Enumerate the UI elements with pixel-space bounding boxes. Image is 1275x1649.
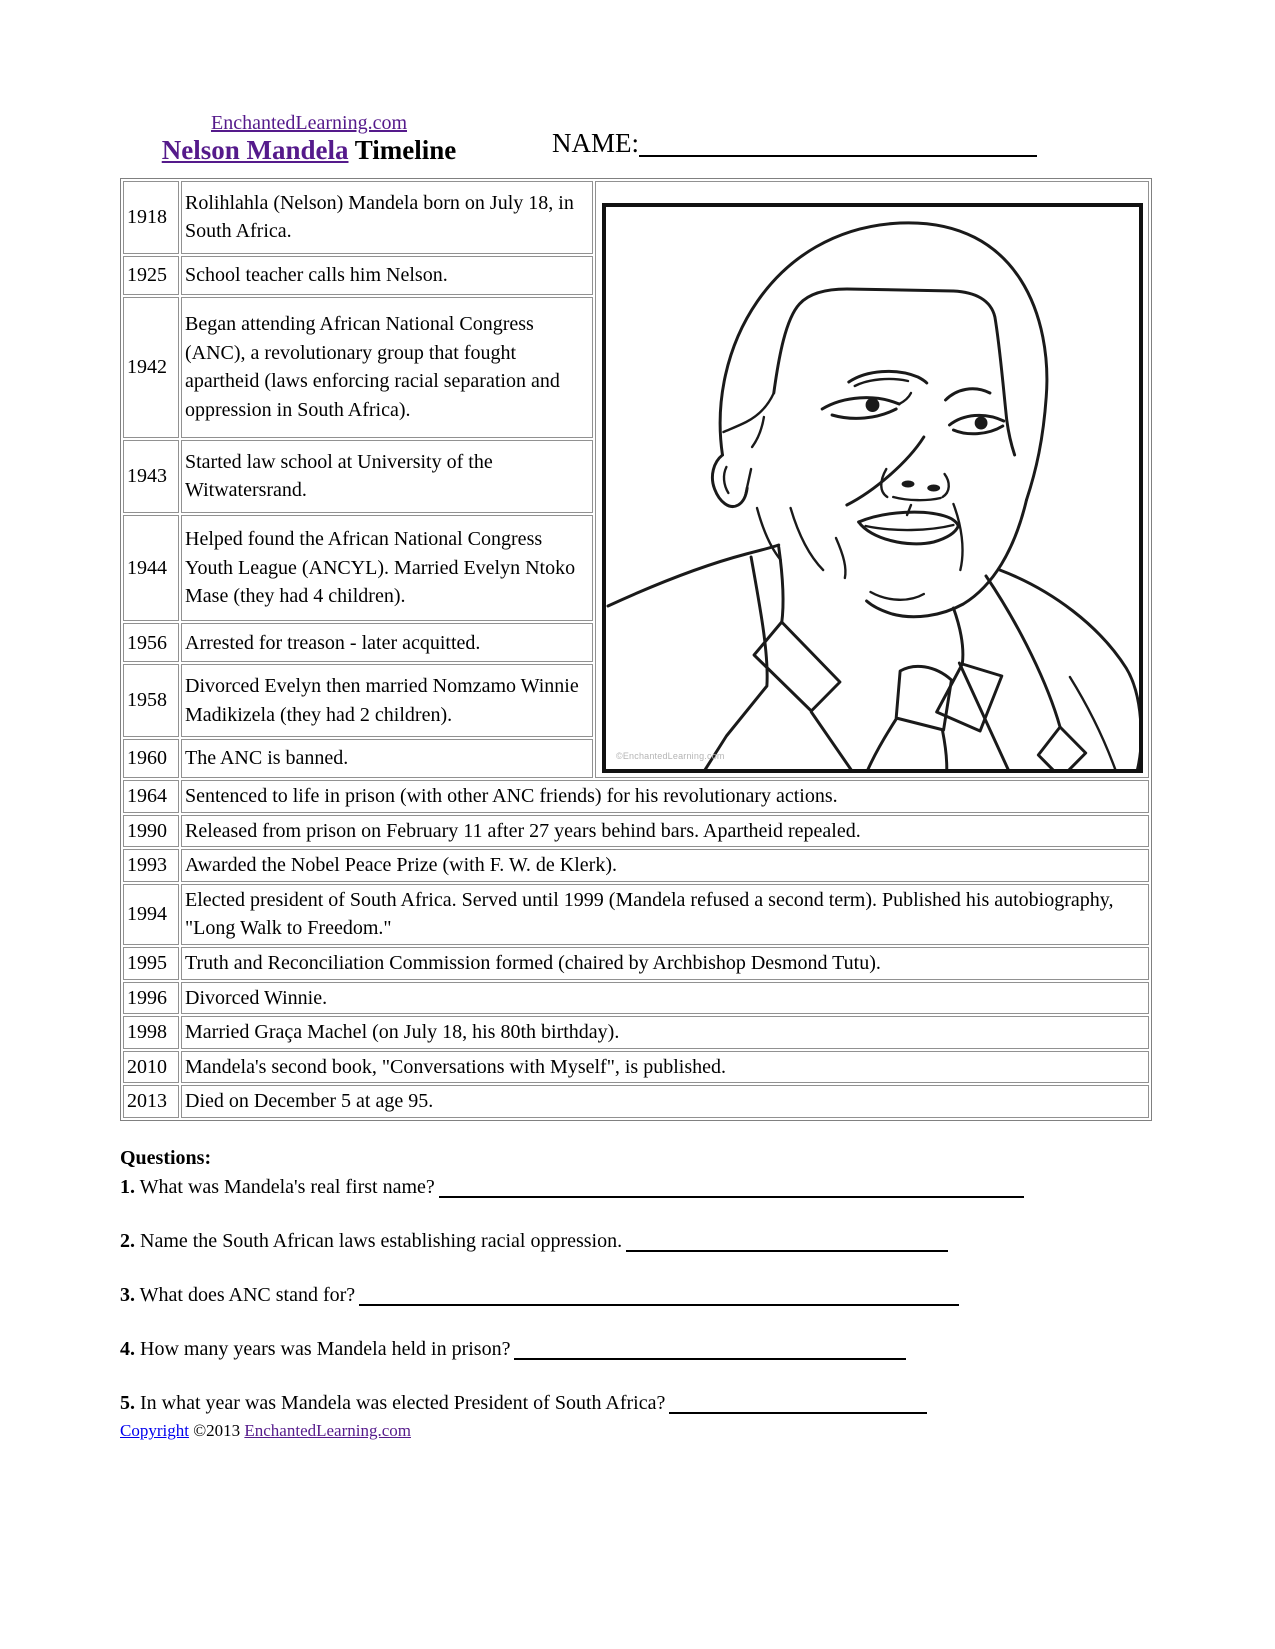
year-cell: 1993 — [123, 849, 179, 882]
year-cell: 1960 — [123, 739, 179, 778]
page-title — [120, 136, 498, 166]
event-cell: Started law school at University of the Witwatersrand. — [181, 440, 593, 513]
event-cell: Sentenced to life in prison (with other ANC friends) for his revolutionary actions. — [181, 780, 1149, 813]
footer-site-link[interactable]: EnchantedLearning.com — [244, 1420, 411, 1440]
year-cell: 2010 — [123, 1051, 179, 1084]
question-text: How many years was Mandela held in prison? — [135, 1337, 511, 1360]
question-number: 2. — [120, 1229, 135, 1252]
question-4 — [120, 1338, 1152, 1361]
event-cell: Began attending African National Congress (ANC), a revolutionary group that fought apartheid (laws enforcing racial separation and oppression in South Africa). — [181, 297, 593, 438]
event-cell: Released from prison on February 11 after 27 years behind bars. Apartheid repealed. — [181, 815, 1149, 848]
portrait-cell — [595, 181, 1149, 778]
event-cell: Divorced Evelyn then married Nomzamo Winnie Madikizela (they had 2 children). — [181, 664, 593, 737]
timeline-row — [123, 884, 1149, 945]
name-line — [552, 128, 1037, 159]
event-cell: Rolihlahla (Nelson) Mandela born on July 18, in South Africa. — [181, 181, 593, 254]
title-link[interactable]: Nelson Mandela — [161, 135, 349, 165]
event-cell: School teacher calls him Nelson. — [181, 256, 593, 295]
question-number: 4. — [120, 1337, 135, 1360]
question-number: 1. — [120, 1175, 135, 1198]
timeline-row — [123, 780, 1149, 813]
answer-blank-2 — [626, 1230, 948, 1252]
portrait-svg — [606, 207, 1139, 769]
year-cell: 1943 — [123, 440, 179, 513]
questions-heading: Questions: — [120, 1146, 212, 1169]
question-text: What does ANC stand for? — [135, 1283, 356, 1306]
timeline-table — [120, 178, 1152, 1121]
worksheet — [120, 112, 1152, 1441]
year-cell: 1925 — [123, 256, 179, 295]
timeline-row — [123, 947, 1149, 980]
question-number: 3. — [120, 1283, 135, 1306]
event-cell: Arrested for treason - later acquitted. — [181, 623, 593, 662]
year-cell: 1944 — [123, 515, 179, 622]
answer-blank-3 — [359, 1284, 959, 1306]
event-cell: Truth and Reconciliation Commission formed (chaired by Archbishop Desmond Tutu). — [181, 947, 1149, 980]
question-2 — [120, 1230, 1152, 1253]
copyright-link[interactable]: Copyright — [120, 1420, 189, 1440]
question-number: 5. — [120, 1391, 135, 1414]
event-cell: Married Graça Machel (on July 18, his 80th birthday). — [181, 1016, 1149, 1049]
year-cell: 1998 — [123, 1016, 179, 1049]
year-cell: 1958 — [123, 664, 179, 737]
year-cell: 1996 — [123, 982, 179, 1015]
timeline-row — [123, 1085, 1149, 1118]
answer-blank-1 — [439, 1176, 1024, 1198]
header-titles — [120, 112, 498, 166]
event-cell: Elected president of South Africa. Served until 1999 (Mandela refused a second term). Published his autobiography, "Long Walk to Freedom." — [181, 884, 1149, 945]
site-link[interactable]: EnchantedLearning.com — [210, 112, 408, 134]
question-text: Name the South African laws establishing racial oppression. — [135, 1229, 623, 1252]
question-1 — [120, 1176, 1152, 1199]
timeline-row — [123, 181, 1149, 254]
event-cell: Divorced Winnie. — [181, 982, 1149, 1015]
header — [120, 112, 1152, 176]
questions-section — [120, 1147, 1152, 1415]
timeline-row — [123, 849, 1149, 882]
name-answer-blank — [639, 128, 1037, 157]
timeline-row — [123, 1051, 1149, 1084]
mandela-line-drawing — [602, 203, 1143, 773]
event-cell: Died on December 5 at age 95. — [181, 1085, 1149, 1118]
year-cell: 1990 — [123, 815, 179, 848]
answer-blank-5 — [669, 1392, 927, 1414]
event-cell: Helped found the African National Congress Youth League (ANCYL). Married Evelyn Ntoko Mase (they had 4 children). — [181, 515, 593, 622]
timeline-row — [123, 815, 1149, 848]
question-text: What was Mandela's real first name? — [135, 1175, 435, 1198]
event-cell: Awarded the Nobel Peace Prize (with F. W. de Klerk). — [181, 849, 1149, 882]
timeline-row — [123, 982, 1149, 1015]
year-cell: 1956 — [123, 623, 179, 662]
footer — [120, 1421, 1152, 1441]
year-cell: 1964 — [123, 780, 179, 813]
year-cell: 1942 — [123, 297, 179, 438]
question-5 — [120, 1392, 1152, 1415]
timeline-row — [123, 1016, 1149, 1049]
title-rest: Timeline — [348, 135, 457, 165]
question-text: In what year was Mandela was elected President of South Africa? — [135, 1391, 666, 1414]
name-label: NAME: — [552, 128, 639, 158]
year-cell: 1995 — [123, 947, 179, 980]
year-cell: 2013 — [123, 1085, 179, 1118]
copyright-year: ©2013 — [188, 1420, 245, 1440]
answer-blank-4 — [514, 1338, 906, 1360]
image-watermark: ©EnchantedLearning.com — [616, 751, 725, 762]
event-cell: Mandela's second book, "Conversations with Myself", is published. — [181, 1051, 1149, 1084]
year-cell: 1994 — [123, 884, 179, 945]
event-cell: The ANC is banned. — [181, 739, 593, 778]
question-3 — [120, 1284, 1152, 1307]
year-cell: 1918 — [123, 181, 179, 254]
